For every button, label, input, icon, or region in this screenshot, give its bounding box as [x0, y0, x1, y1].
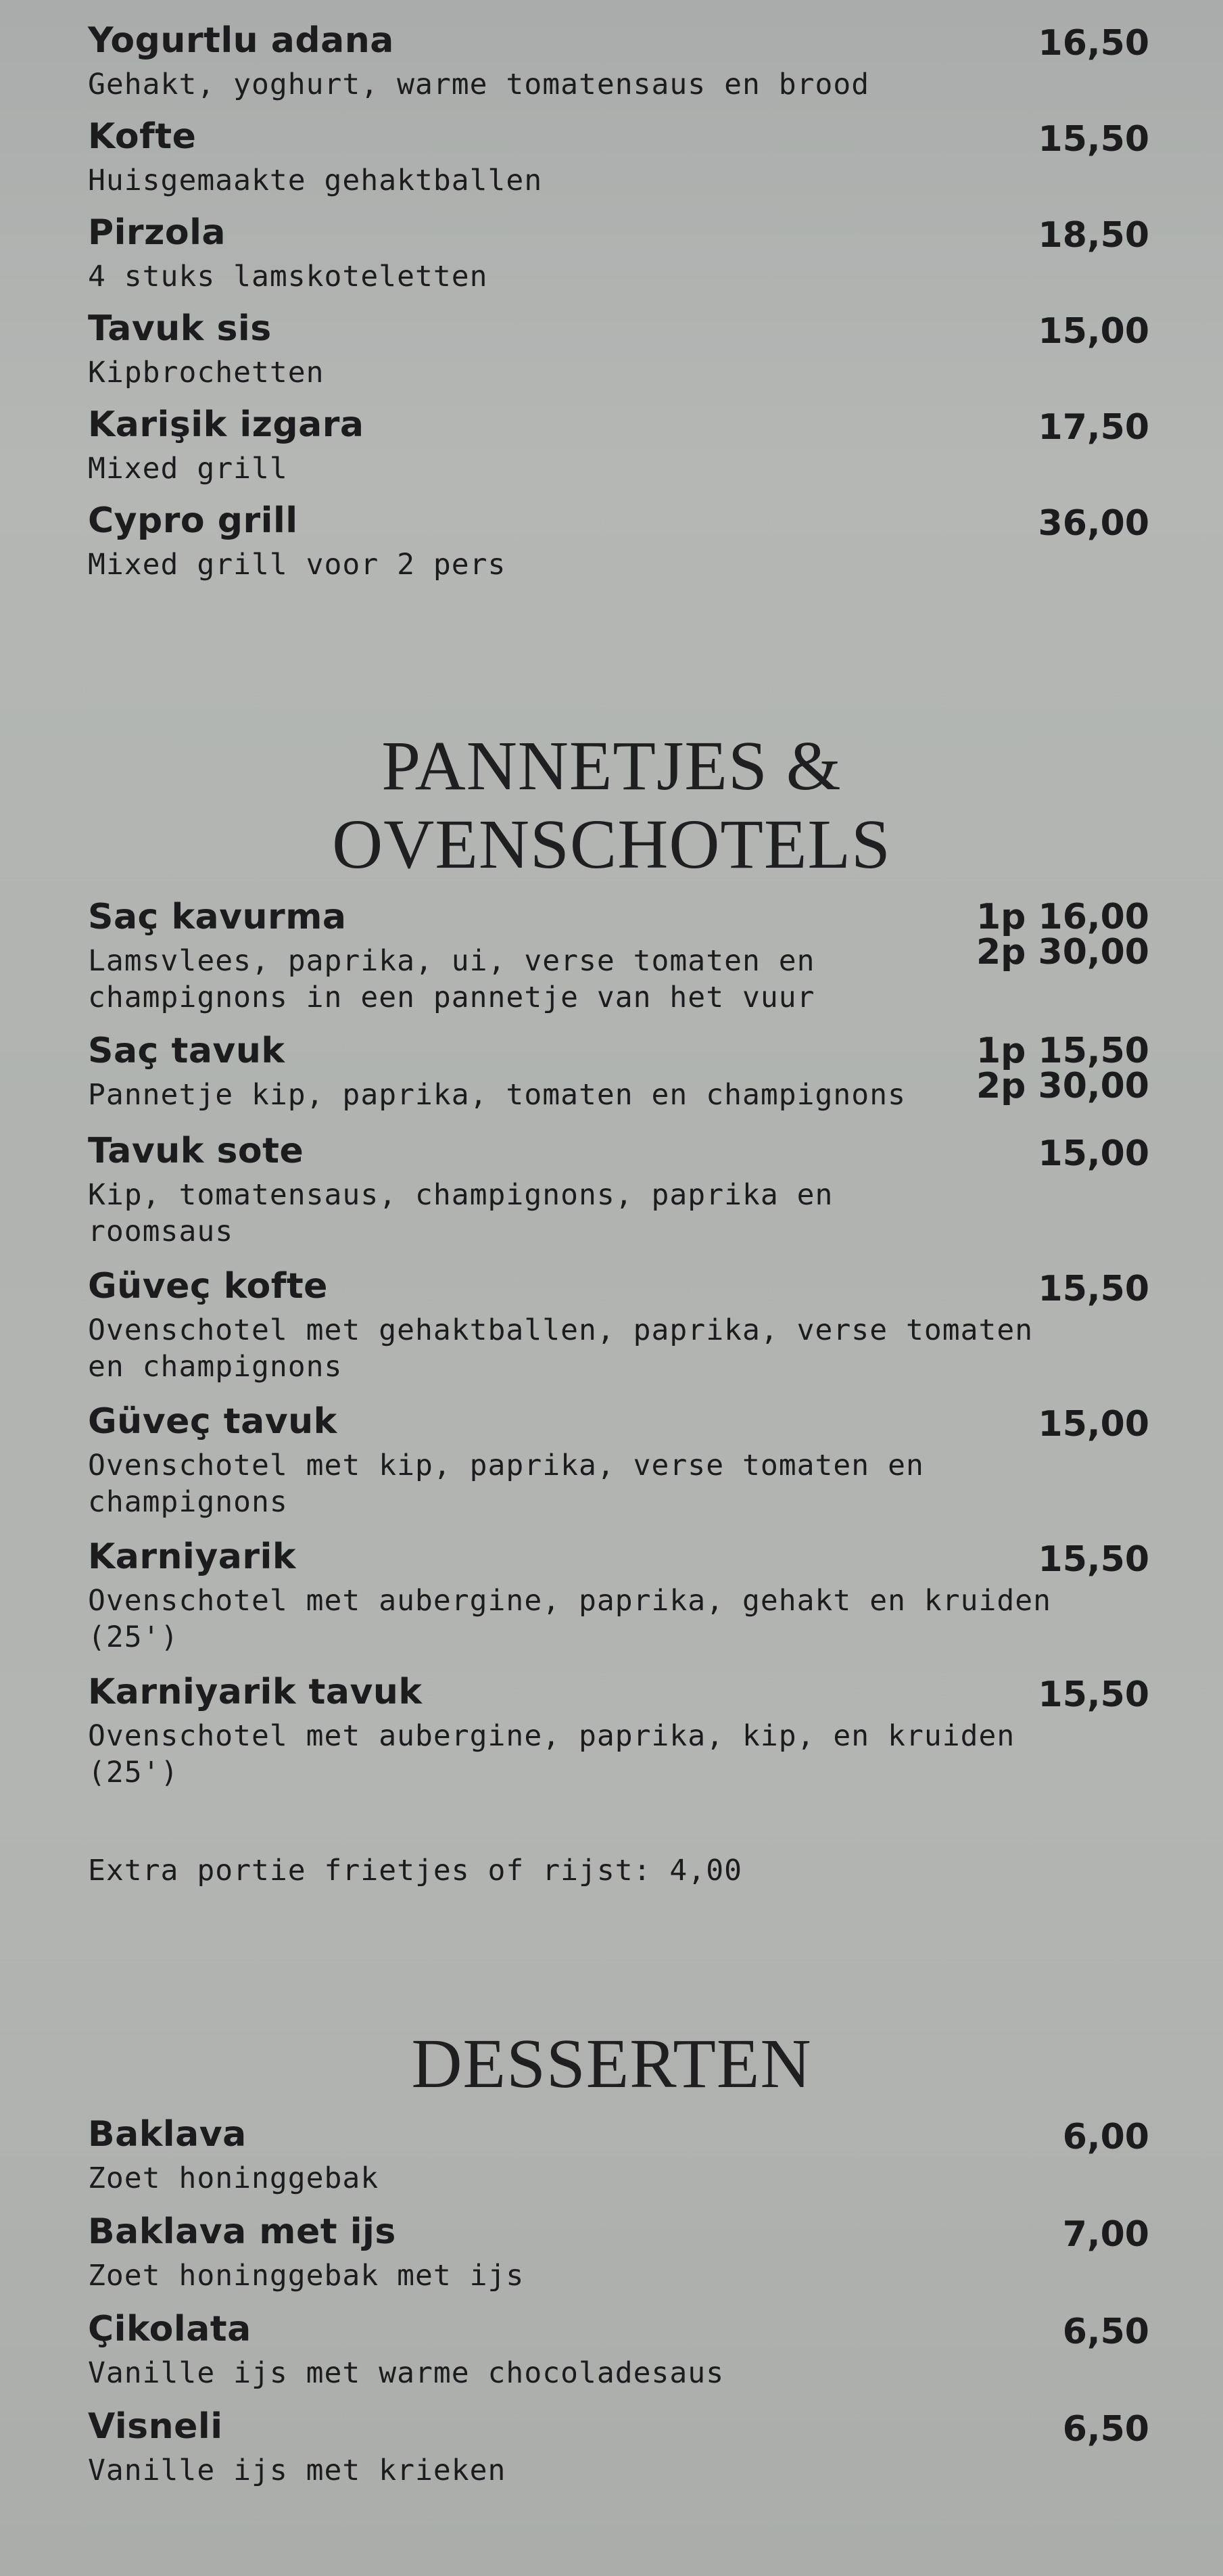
menu-item-description: Pannetje kip, paprika, tomaten en champignons [88, 1078, 906, 1112]
menu-item-name: Çikolata [88, 2309, 251, 2349]
menu-item-name: Güveç tavuk [88, 1401, 337, 1442]
menu-item-name: Karniyarik [88, 1537, 296, 1577]
menu-item-price: 15,50 [1038, 1539, 1149, 1580]
menu-item-baklava-met-ijs [88, 2211, 1149, 2299]
menu-item-description: Zoet honinggebak [88, 2161, 379, 2195]
menu-item-description: Ovenschotel met gehaktballen, paprika, verse tomaten en champignons [88, 1313, 1034, 1384]
menu-item-pirzola [88, 212, 1149, 300]
menu-item-description: Huisgemaakte gehaktballen [88, 164, 543, 197]
menu-item-sac-kavurma [88, 897, 1149, 1025]
menu-item-price: 6,50 [1062, 2312, 1149, 2352]
section-title-desserten: DESSERTEN [411, 2025, 812, 2103]
menu-item-yogurtlu-adana [88, 20, 1149, 108]
menu-item-tavuk-sote [88, 1131, 1149, 1259]
menu-item-description: Gehakt, yoghurt, warme tomatensaus en brood [88, 68, 870, 101]
menu-item-name: Baklava [88, 2114, 247, 2155]
menu-item-cypro-grill [88, 500, 1149, 588]
menu-item-karniyarik-tavuk [88, 1672, 1149, 1800]
menu-item-description: Ovenschotel met aubergine, paprika, gehakt en kruiden (25') [88, 1584, 1052, 1654]
menu-item-karniyarik [88, 1537, 1149, 1665]
menu-item-name: Tavuk sote [88, 1131, 304, 1171]
menu-item-price: 17,50 [1038, 407, 1149, 448]
menu-item-price: 36,00 [1038, 503, 1149, 544]
menu-item-description: Zoet honinggebak met ijs [88, 2259, 525, 2293]
menu-item-name: Tavuk sis [88, 308, 272, 349]
menu-item-baklava [88, 2114, 1149, 2202]
menu-item-karisik-izgara [88, 404, 1149, 492]
menu-item-price: 15,00 [1038, 1404, 1149, 1445]
menu-item-description: Vanille ijs met krieken [88, 2454, 506, 2487]
menu-item-sac-tavuk [88, 1031, 1149, 1125]
menu-item-price: 15,50 [1038, 1675, 1149, 1715]
menu-item-description: Vanille ijs met warme chocoladesaus [88, 2356, 725, 2390]
menu-item-price: 6,50 [1062, 2409, 1149, 2450]
extra-portion-note: Extra portie frietjes of rijst: 4,00 [88, 1854, 742, 1888]
menu-item-guvec-kofte [88, 1266, 1149, 1395]
menu-item-price: 15,00 [1038, 1133, 1149, 1174]
menu-item-kofte [88, 116, 1149, 204]
menu-item-price: 6,00 [1062, 2117, 1149, 2157]
menu-item-name: Cypro grill [88, 500, 298, 541]
menu-item-description: Ovenschotel met kip, paprika, verse tomaten en champignons [88, 1449, 924, 1519]
menu-item-name: Yogurtlu adana [88, 20, 394, 61]
menu-item-tavuk-sis [88, 308, 1149, 396]
price-2p: 2p 30,00 [976, 932, 1149, 973]
menu-item-name: Saç tavuk [88, 1031, 285, 1071]
menu-item-price [976, 897, 1149, 973]
menu-item-price: 15,00 [1038, 311, 1149, 352]
section-title-line1: PANNETJES & [381, 727, 842, 805]
menu-item-name: Karişik izgara [88, 404, 364, 445]
section-title-line2: OVENSCHOTELS [332, 805, 891, 883]
menu-item-visneli [88, 2406, 1149, 2494]
menu-item-description: Lamsvlees, paprika, ui, verse tomaten en champignons in een pannetje van het vuur [88, 944, 815, 1014]
menu-item-description: Mixed grill [88, 452, 288, 486]
menu-item-description: Mixed grill voor 2 pers [88, 548, 506, 582]
menu-item-guvec-tavuk [88, 1401, 1149, 1530]
menu-item-price: 18,50 [1038, 215, 1149, 256]
menu-item-price: 15,50 [1038, 1269, 1149, 1309]
menu-item-price: 16,50 [1038, 23, 1149, 64]
menu-item-price: 7,00 [1062, 2214, 1149, 2255]
menu-item-cikolata [88, 2309, 1149, 2397]
price-2p: 2p 30,00 [976, 1066, 1149, 1106]
menu-item-name: Karniyarik tavuk [88, 1672, 423, 1712]
menu-item-name: Baklava met ijs [88, 2211, 396, 2252]
menu-item-name: Güveç kofte [88, 1266, 328, 1307]
menu-item-description: Kipbrochetten [88, 356, 325, 390]
menu-item-description: Ovenschotel met aubergine, paprika, kip, en kruiden (25') [88, 1719, 1015, 1789]
price-1p: 1p 16,00 [976, 897, 1149, 937]
menu-item-name: Visneli [88, 2406, 223, 2447]
menu-item-price: 15,50 [1038, 119, 1149, 160]
menu-item-description: Kip, tomatensaus, champignons, paprika en roomsaus [88, 1178, 834, 1248]
menu-item-name: Saç kavurma [88, 897, 347, 937]
menu-item-name: Kofte [88, 116, 197, 157]
menu-item-name: Pirzola [88, 212, 226, 253]
menu-item-description: 4 stuks lamskoteletten [88, 260, 488, 294]
price-1p: 1p 15,50 [976, 1031, 1149, 1071]
menu-item-price [976, 1033, 1149, 1104]
